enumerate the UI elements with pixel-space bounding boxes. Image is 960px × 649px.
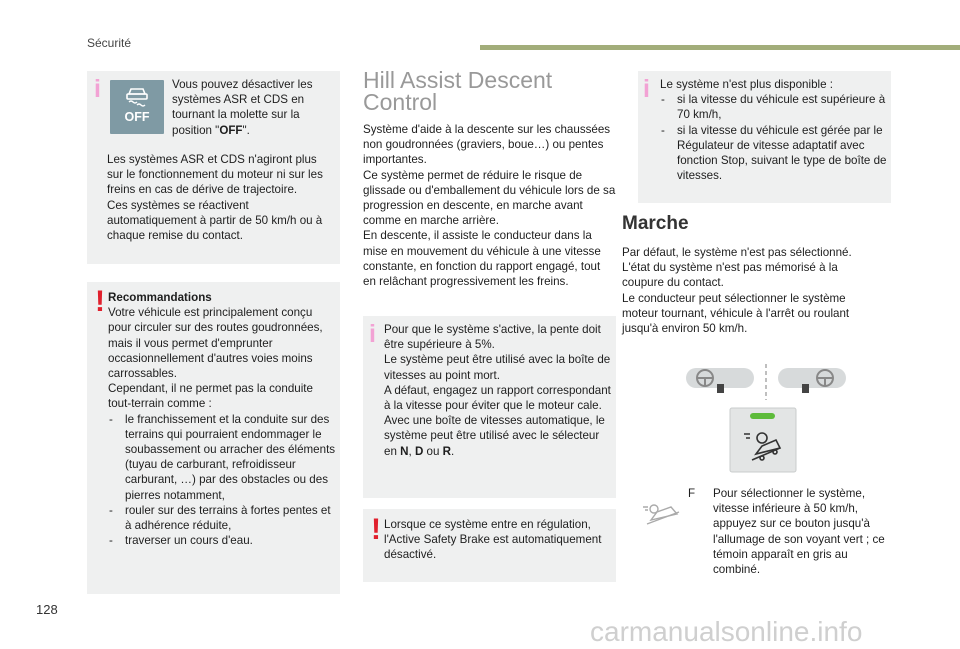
marche-text [622, 245, 882, 336]
list-item: - le franchissement et la conduite sur des terrains qui pourraient endommager le soubassement ou arracher des éléments (tuyau de carburant, refroidisseur carburant, …) par des obstacles ou des pierres notamment, [108, 412, 336, 503]
section-heading-marche: Marche [622, 213, 689, 234]
bullet-select [688, 486, 888, 577]
header-accent-bar [480, 45, 960, 50]
paragraph: Système d'aide à la descente sur les chaussées non goudronnées (graviers, boue…) ou pentes importantes. [363, 123, 611, 167]
list-item: - si la vitesse du véhicule est supérieure à 70 km/h, [660, 92, 887, 122]
info-paragraph: Le système n'est plus disponible : [660, 78, 833, 91]
paragraph: Par défaut, le système n'est pas sélectionné. [622, 246, 852, 259]
info-box-unavailable [638, 71, 891, 203]
warning-paragraph: Lorsque ce système entre en régulation, l'Active Safety Brake est automatiquement désactivé. [384, 518, 602, 562]
warning-title: Recommandations [108, 291, 212, 304]
info-paragraph: Ces systèmes se réactivent automatiquement à partir de 50 km/h ou à chaque remise du contact. [107, 198, 323, 243]
info-paragraph: Le système peut être utilisé avec la boîte de vitesses au point mort. [384, 353, 611, 382]
green-led [750, 413, 775, 419]
info-line: systèmes ASR et CDS en [172, 93, 305, 107]
console-button-illustration [684, 360, 852, 492]
info-paragraph: Avec une boîte de vitesses automatique, le système peut être utilisé avec le sélecteur en N, D ou R. [384, 414, 605, 458]
bullet-text: Pour sélectionner le système, vitesse inférieure à 50 km/h, appuyez sur ce bouton jusqu'à l'allumage de son voyant vert ; ce témoin apparaît en gris au combiné. [713, 487, 885, 577]
paragraph: Le conducteur peut sélectionner le système moteur tournant, véhicule à l'arrêt ou roulant jusqu'à environ 50 km/h. [622, 291, 850, 336]
warning-paragraph: Votre véhicule est principalement conçu pour circuler sur des routes goudronnées, mais il vous permet d'emprunter occasionnellement d'autres voies moins carrossables. [108, 306, 323, 381]
page-number: 128 [36, 602, 58, 617]
paragraph: Ce système permet de réduire le risque de glissade ou d'emballement du véhicule lors de sa progression en descente, en marche avant comme en marche arrière. [363, 168, 616, 228]
info-icon: i [94, 75, 101, 103]
info-icon: i [369, 320, 376, 348]
list-item: - rouler sur des terrains à fortes pentes et à adhérence réduite, [108, 503, 336, 533]
off-label: OFF [124, 110, 150, 124]
intro-text [363, 122, 616, 289]
info-paragraph: A défaut, engagez un rapport correspondant à la vitesse pour éviter que le moteur cale. [384, 383, 611, 413]
asr-off-icon [110, 80, 164, 134]
paragraph: L'état du système n'est pas mémorisé à la coupure du contact. [622, 261, 838, 290]
info-line: Vous pouvez désactiver les [172, 78, 313, 91]
info-box-activation [363, 316, 616, 498]
list-item: - traverser un cours d'eau. [108, 533, 336, 548]
hill-descent-small-icon [641, 500, 683, 526]
info-paragraph: Pour que le système s'active, la pente doit être supérieure à 5%. [384, 323, 601, 352]
warning-icon: ! [371, 513, 381, 546]
list-item: - si la vitesse du véhicule est gérée par le Régulateur de vitesse adaptatif avec fonction Stop, suivant le type de boîte de vitesses. [660, 123, 887, 184]
warning-box-regulation [363, 509, 616, 582]
warning-icon: ! [95, 285, 105, 318]
page-title: Hill Assist Descent Control [363, 67, 553, 115]
section-title: Sécurité [87, 36, 132, 50]
info-line: tournant la molette sur la [172, 108, 300, 122]
right-dash-bar [778, 368, 846, 388]
info-icon: i [643, 75, 650, 103]
info-box-asr-cds [87, 71, 340, 264]
paragraph: En descente, il assiste le conducteur dans la mise en mouvement du véhicule à une vitesse constante, en fonction du rapport engagé, tout en relâchant progressivement les freins. [363, 229, 601, 289]
info-line: position "OFF". [172, 123, 250, 137]
watermark: carmanualsonline.info [590, 616, 863, 647]
warning-paragraph: Cependant, il ne permet pas la conduite tout-terrain comme : [108, 382, 313, 411]
skid-car-icon [123, 85, 151, 107]
warning-box-recommandations [87, 282, 340, 594]
bullet-marker: F [688, 487, 696, 500]
info-paragraph: Les systèmes ASR et CDS n'agiront plus sur le fonctionnement du moteur ni sur les freins en cas de dérive de trajectoire. [107, 153, 323, 197]
